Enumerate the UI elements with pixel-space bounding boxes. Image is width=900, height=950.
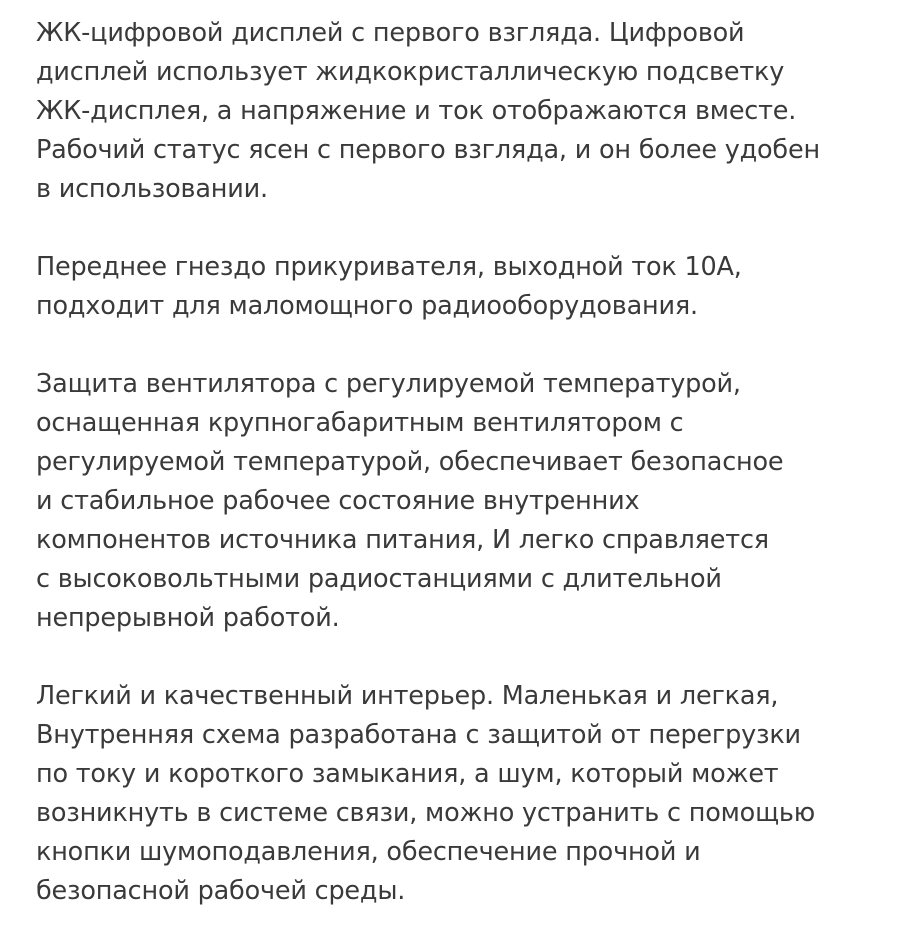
text-line: и стабильное рабочее состояние внутренних [36, 486, 640, 516]
text-line: Переднее гнездо прикуривателя, выходной ток 10А, [36, 252, 742, 282]
paragraph-cigarette-socket [36, 248, 876, 326]
text-line: в использовании. [36, 174, 268, 204]
text-line: Легкий и качественный интерьер. Маленькая и легкая, [36, 681, 779, 711]
text-line: Защита вентилятора с регулируемой температурой, [36, 369, 741, 399]
text-line: непрерывной работой. [36, 603, 340, 633]
text-line: регулируемой температурой, обеспечивает безопасное [36, 447, 784, 477]
text-line: ЖК-цифровой дисплей с первого взгляда. Цифровой [36, 18, 745, 48]
text-line: с высоковольтными радиостанциями с длительной [36, 564, 722, 594]
paragraph-lcd-display [36, 14, 876, 209]
text-line: оснащенная крупногабаритным вентилятором с [36, 408, 684, 438]
text-line: Внутренняя схема разработана с защитой от перегрузки [36, 720, 801, 750]
text-line: кнопки шумоподавления, обеспечение прочной и [36, 837, 701, 867]
text-line: компонентов источника питания, И легко справляется [36, 525, 769, 555]
text-line: дисплей использует жидкокристаллическую подсветку [36, 57, 785, 87]
paragraph-fan-protection [36, 365, 876, 638]
text-line: безопасной рабочей среды. [36, 876, 406, 906]
text-line: Рабочий статус ясен с первого взгляда, и он более удобен [36, 135, 820, 165]
product-description [36, 14, 876, 950]
text-line: подходит для маломощного радиооборудования. [36, 291, 698, 321]
paragraph-interior-protection [36, 677, 876, 911]
text-line: по току и короткого замыкания, а шум, который может [36, 759, 779, 789]
text-line: ЖК-дисплея, а напряжение и ток отображаются вместе. [36, 96, 797, 126]
text-line: возникнуть в системе связи, можно устранить с помощью [36, 798, 815, 828]
